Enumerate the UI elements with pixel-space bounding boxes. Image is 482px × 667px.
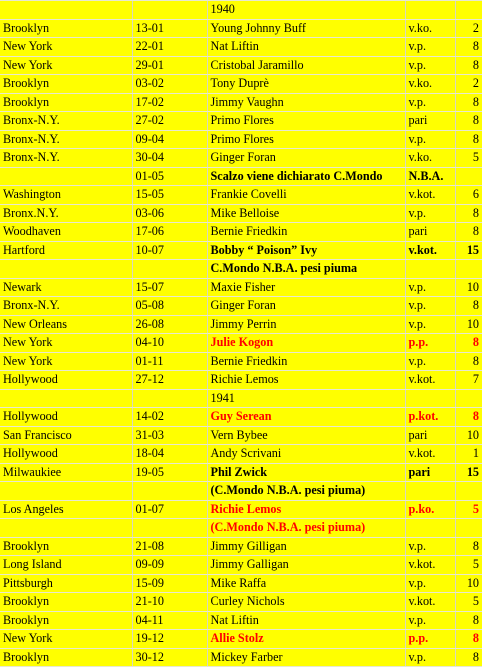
- city-cell: Long Island: [0, 556, 132, 575]
- rounds-cell: 5: [455, 556, 482, 575]
- rounds-cell: 8: [455, 334, 482, 353]
- rounds-cell: 7: [455, 371, 482, 390]
- opponent-cell: 1941: [207, 389, 405, 408]
- date-cell: 15-09: [132, 574, 207, 593]
- result-cell: [405, 389, 455, 408]
- opponent-cell: C.Mondo N.B.A. pesi piuma: [207, 260, 405, 279]
- date-cell: [132, 260, 207, 279]
- table-row: [0, 223, 482, 242]
- city-cell: [0, 482, 132, 501]
- opponent-cell: Mike Raffa: [207, 574, 405, 593]
- city-cell: [0, 167, 132, 186]
- rounds-cell: 8: [455, 352, 482, 371]
- result-cell: v.kot.: [405, 593, 455, 612]
- rounds-cell: [455, 389, 482, 408]
- table-row: [0, 186, 482, 205]
- date-cell: 30-12: [132, 648, 207, 667]
- opponent-cell: Young Johnny Buff: [207, 19, 405, 38]
- table-row: [0, 352, 482, 371]
- result-cell: v.ko.: [405, 19, 455, 38]
- opponent-cell: Bernie Friedkin: [207, 352, 405, 371]
- date-cell: 01-07: [132, 500, 207, 519]
- opponent-cell: Jimmy Vaughn: [207, 93, 405, 112]
- rounds-cell: [455, 482, 482, 501]
- table-row: [0, 149, 482, 168]
- rounds-cell: 8: [455, 648, 482, 667]
- opponent-cell: 1940: [207, 1, 405, 20]
- opponent-cell: Jimmy Perrin: [207, 315, 405, 334]
- opponent-cell: (C.Mondo N.B.A. pesi piuma): [207, 482, 405, 501]
- rounds-cell: 8: [455, 38, 482, 57]
- date-cell: 10-07: [132, 241, 207, 260]
- result-cell: p.p.: [405, 334, 455, 353]
- rounds-cell: 5: [455, 149, 482, 168]
- table-row: [0, 56, 482, 75]
- opponent-cell: Julie Kogon: [207, 334, 405, 353]
- rounds-cell: 6: [455, 186, 482, 205]
- date-cell: 27-12: [132, 371, 207, 390]
- opponent-cell: Phil Zwick: [207, 463, 405, 482]
- table-row: [0, 500, 482, 519]
- opponent-cell: Nat Liftin: [207, 38, 405, 57]
- opponent-cell: Frankie Covelli: [207, 186, 405, 205]
- table-row: [0, 556, 482, 575]
- result-cell: [405, 482, 455, 501]
- opponent-cell: Nat Liftin: [207, 611, 405, 630]
- city-cell: Brooklyn: [0, 93, 132, 112]
- opponent-cell: Jimmy Gilligan: [207, 537, 405, 556]
- rounds-cell: 8: [455, 297, 482, 316]
- city-cell: New York: [0, 630, 132, 649]
- table-row: [0, 482, 482, 501]
- rounds-cell: 8: [455, 630, 482, 649]
- rounds-cell: 15: [455, 241, 482, 260]
- date-cell: 19-12: [132, 630, 207, 649]
- result-cell: v.p.: [405, 130, 455, 149]
- city-cell: [0, 260, 132, 279]
- result-cell: pari: [405, 463, 455, 482]
- result-cell: v.kot.: [405, 556, 455, 575]
- table-row: [0, 371, 482, 390]
- city-cell: Los Angeles: [0, 500, 132, 519]
- city-cell: Bronx-N.Y.: [0, 130, 132, 149]
- table-row: [0, 260, 482, 279]
- table-row: [0, 1, 482, 20]
- date-cell: [132, 482, 207, 501]
- result-cell: v.p.: [405, 56, 455, 75]
- date-cell: 05-08: [132, 297, 207, 316]
- city-cell: Brooklyn: [0, 19, 132, 38]
- city-cell: Hollywood: [0, 371, 132, 390]
- opponent-cell: Guy Serean: [207, 408, 405, 427]
- date-cell: [132, 389, 207, 408]
- result-cell: v.p.: [405, 204, 455, 223]
- city-cell: Newark: [0, 278, 132, 297]
- date-cell: 09-04: [132, 130, 207, 149]
- city-cell: Brooklyn: [0, 537, 132, 556]
- table-row: [0, 463, 482, 482]
- rounds-cell: [455, 519, 482, 538]
- rounds-cell: 2: [455, 19, 482, 38]
- rounds-cell: 8: [455, 56, 482, 75]
- city-cell: Bronx-N.Y.: [0, 297, 132, 316]
- result-cell: v.p.: [405, 574, 455, 593]
- date-cell: 15-07: [132, 278, 207, 297]
- rounds-cell: 8: [455, 537, 482, 556]
- date-cell: 09-09: [132, 556, 207, 575]
- city-cell: New York: [0, 352, 132, 371]
- date-cell: 19-05: [132, 463, 207, 482]
- date-cell: 27-02: [132, 112, 207, 131]
- rounds-cell: 8: [455, 130, 482, 149]
- rounds-cell: 10: [455, 315, 482, 334]
- date-cell: 13-01: [132, 19, 207, 38]
- city-cell: San Francisco: [0, 426, 132, 445]
- result-cell: pari: [405, 112, 455, 131]
- table-row: [0, 93, 482, 112]
- result-cell: p.kot.: [405, 408, 455, 427]
- result-cell: v.ko.: [405, 75, 455, 94]
- result-cell: p.p.: [405, 630, 455, 649]
- city-cell: [0, 389, 132, 408]
- city-cell: [0, 1, 132, 20]
- opponent-cell: Cristobal Jaramillo: [207, 56, 405, 75]
- table-row: [0, 574, 482, 593]
- city-cell: Bronx.N.Y.: [0, 204, 132, 223]
- opponent-cell: Scalzo viene dichiarato C.Mondo: [207, 167, 405, 186]
- table-row: [0, 426, 482, 445]
- date-cell: 26-08: [132, 315, 207, 334]
- rounds-cell: 10: [455, 426, 482, 445]
- table-row: [0, 112, 482, 131]
- result-cell: v.kot.: [405, 371, 455, 390]
- result-cell: v.p.: [405, 38, 455, 57]
- opponent-cell: Primo Flores: [207, 112, 405, 131]
- opponent-cell: Jimmy Galligan: [207, 556, 405, 575]
- result-cell: v.p.: [405, 278, 455, 297]
- result-cell: v.p.: [405, 648, 455, 667]
- table-row: [0, 315, 482, 334]
- city-cell: Hollywood: [0, 445, 132, 464]
- date-cell: [132, 519, 207, 538]
- table-row: [0, 130, 482, 149]
- table-row: [0, 648, 482, 667]
- opponent-cell: Allie Stolz: [207, 630, 405, 649]
- date-cell: 01-11: [132, 352, 207, 371]
- result-cell: [405, 1, 455, 20]
- opponent-cell: Mickey Farber: [207, 648, 405, 667]
- city-cell: Brooklyn: [0, 593, 132, 612]
- date-cell: 17-02: [132, 93, 207, 112]
- rounds-cell: [455, 260, 482, 279]
- rounds-cell: 1: [455, 445, 482, 464]
- city-cell: Brooklyn: [0, 611, 132, 630]
- rounds-cell: 8: [455, 611, 482, 630]
- opponent-cell: Maxie Fisher: [207, 278, 405, 297]
- rounds-cell: 8: [455, 408, 482, 427]
- rounds-cell: 8: [455, 112, 482, 131]
- table-row: [0, 167, 482, 186]
- table-row: [0, 278, 482, 297]
- city-cell: Woodhaven: [0, 223, 132, 242]
- result-cell: v.p.: [405, 315, 455, 334]
- date-cell: 15-05: [132, 186, 207, 205]
- city-cell: Pittsburgh: [0, 574, 132, 593]
- table-row: [0, 389, 482, 408]
- result-cell: v.p.: [405, 352, 455, 371]
- opponent-cell: Primo Flores: [207, 130, 405, 149]
- result-cell: v.p.: [405, 611, 455, 630]
- opponent-cell: Tony Duprè: [207, 75, 405, 94]
- city-cell: [0, 519, 132, 538]
- date-cell: 14-02: [132, 408, 207, 427]
- table-row: [0, 593, 482, 612]
- result-cell: pari: [405, 426, 455, 445]
- city-cell: Washington: [0, 186, 132, 205]
- city-cell: Bronx-N.Y.: [0, 112, 132, 131]
- date-cell: 03-02: [132, 75, 207, 94]
- table-row: [0, 297, 482, 316]
- city-cell: New York: [0, 334, 132, 353]
- opponent-cell: Mike Belloise: [207, 204, 405, 223]
- date-cell: 21-08: [132, 537, 207, 556]
- table-row: [0, 445, 482, 464]
- opponent-cell: Vern Bybee: [207, 426, 405, 445]
- date-cell: 21-10: [132, 593, 207, 612]
- city-cell: Bronx-N.Y.: [0, 149, 132, 168]
- result-cell: N.B.A.: [405, 167, 455, 186]
- table-row: [0, 630, 482, 649]
- result-cell: v.p.: [405, 93, 455, 112]
- rounds-cell: 8: [455, 204, 482, 223]
- result-cell: v.p.: [405, 537, 455, 556]
- opponent-cell: Andy Scrivani: [207, 445, 405, 464]
- rounds-cell: 8: [455, 223, 482, 242]
- date-cell: 04-11: [132, 611, 207, 630]
- table-row: [0, 611, 482, 630]
- rounds-cell: 5: [455, 593, 482, 612]
- table-row: [0, 334, 482, 353]
- date-cell: 04-10: [132, 334, 207, 353]
- table-row: [0, 75, 482, 94]
- result-cell: p.ko.: [405, 500, 455, 519]
- opponent-cell: Ginger Foran: [207, 149, 405, 168]
- city-cell: Brooklyn: [0, 75, 132, 94]
- date-cell: 29-01: [132, 56, 207, 75]
- result-cell: pari: [405, 223, 455, 242]
- rounds-cell: 10: [455, 278, 482, 297]
- result-cell: v.ko.: [405, 149, 455, 168]
- city-cell: Brooklyn: [0, 648, 132, 667]
- opponent-cell: Richie Lemos: [207, 500, 405, 519]
- opponent-cell: Bernie Friedkin: [207, 223, 405, 242]
- fight-record-body: [0, 1, 482, 667]
- city-cell: New Orleans: [0, 315, 132, 334]
- city-cell: Hollywood: [0, 408, 132, 427]
- result-cell: v.kot.: [405, 186, 455, 205]
- date-cell: 31-03: [132, 426, 207, 445]
- rounds-cell: 15: [455, 463, 482, 482]
- result-cell: [405, 260, 455, 279]
- table-row: [0, 537, 482, 556]
- city-cell: Milwaukiee: [0, 463, 132, 482]
- city-cell: Hartford: [0, 241, 132, 260]
- opponent-cell: (C.Mondo N.B.A. pesi piuma): [207, 519, 405, 538]
- table-row: [0, 38, 482, 57]
- opponent-cell: Richie Lemos: [207, 371, 405, 390]
- result-cell: v.kot.: [405, 445, 455, 464]
- date-cell: 22-01: [132, 38, 207, 57]
- city-cell: New York: [0, 56, 132, 75]
- rounds-cell: 5: [455, 500, 482, 519]
- date-cell: 18-04: [132, 445, 207, 464]
- date-cell: 03-06: [132, 204, 207, 223]
- date-cell: 01-05: [132, 167, 207, 186]
- date-cell: 17-06: [132, 223, 207, 242]
- rounds-cell: [455, 167, 482, 186]
- city-cell: New York: [0, 38, 132, 57]
- table-row: [0, 19, 482, 38]
- result-cell: v.kot.: [405, 241, 455, 260]
- result-cell: v.p.: [405, 297, 455, 316]
- opponent-cell: Bobby “ Poison” Ivy: [207, 241, 405, 260]
- opponent-cell: Ginger Foran: [207, 297, 405, 316]
- date-cell: [132, 1, 207, 20]
- rounds-cell: 8: [455, 93, 482, 112]
- rounds-cell: 10: [455, 574, 482, 593]
- table-row: [0, 204, 482, 223]
- date-cell: 30-04: [132, 149, 207, 168]
- rounds-cell: [455, 1, 482, 20]
- table-row: [0, 241, 482, 260]
- rounds-cell: 2: [455, 75, 482, 94]
- result-cell: [405, 519, 455, 538]
- opponent-cell: Curley Nichols: [207, 593, 405, 612]
- table-row: [0, 519, 482, 538]
- table-row: [0, 408, 482, 427]
